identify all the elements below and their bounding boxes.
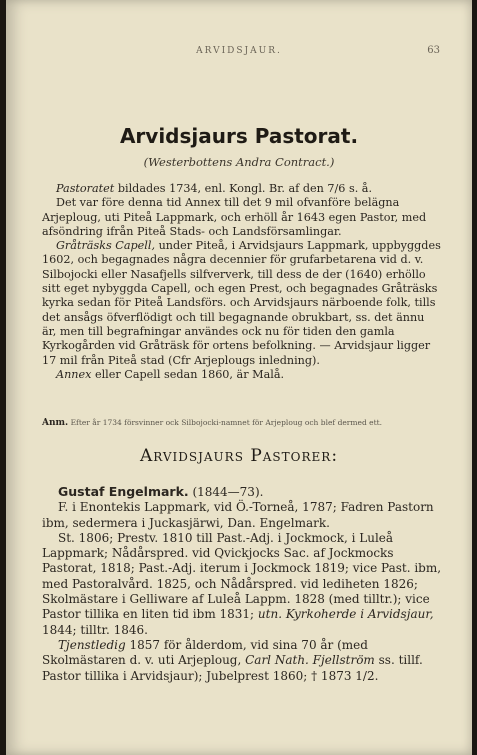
paragraph-4-lead: Annex [56, 367, 92, 381]
footnote [42, 418, 442, 428]
entry-paragraph-3 [42, 638, 442, 684]
entry-paragraph-1: F. i Enontekis Lappmark, vid Ö.-Torneå, 1787; Fadren Pastorn ibm, sedermera i Juckasjärwi, Dan. Engelmark. [42, 500, 434, 530]
section-title [6, 446, 472, 466]
paragraph-2 [42, 196, 442, 239]
page-title: Arvidsjaurs Pastorat. [119, 124, 359, 148]
entry-paragraph-2 [42, 531, 442, 638]
footnote-label: Anm. [42, 418, 69, 428]
footnote-text: Efter år 1734 försvinner ock Silbojocki-namnet för Arjeploug och blef dermed ett. [70, 418, 382, 427]
entry-paragraph-3-text-b: ss. tillf. Pastor tillika i Arvidsjaur); Jubelprest 1860; † 1873 1/2. [42, 653, 423, 683]
entry-paragraph-3-text-a: 1857 för ålderdom, vid sina 70 år (med Skolmästaren d. v. uti Arjeploug, [42, 637, 368, 668]
entry-paragraph-3-em: Carl Nath. Fjellström [241, 653, 375, 668]
paragraph-1-lead: Pastoratet [56, 182, 115, 195]
entry-paragraph-2-text: St. 1806; Prestv. 1810 till Past.-Adj. i Jockmock, i Luleå Lappmark; Nådårspred. vid Qvickjocks Sac. af Jockmocks Pastorat, 1818; Past.-Adj. iterum i Jockmock 1819; vice Past. ibm, med Pastoralvård. 1825, och Nådårspred. vid lediheten 1826; Skolmästare i Gelliware af Luleå Lappm. 1828 (med tilltr.); vice Pastor tillika en liten tid ibm 1831; [42, 530, 442, 622]
running-head: ARVIDSJAUR. [196, 46, 282, 56]
section-title-text: Arvidsjaurs Pastorer: [139, 446, 339, 466]
entry-name: Gustaf Engelmark. [58, 484, 189, 499]
paragraph-2-text: Det var före denna tid Annex till det 9 mil ofvanföre belägna Arjeploug, uti Piteå Lappmark, och erhöll år 1643 egen Pastor, med afsöndring ifrån Piteå Stads- och Landsförsamlingar. [42, 196, 427, 238]
entry-paragraph-2-em: utn. Kyrkoherde i Arvidsjaur, [254, 607, 434, 622]
page-subtitle: (Westerbottens Andra Contract.) [143, 155, 335, 169]
paragraph-4 [42, 368, 442, 382]
entry-paragraph-3-lead: Tjenstledig [58, 637, 126, 652]
body-text [42, 182, 442, 382]
paragraph-4-text: eller Capell sedan 1860, är Malå. [91, 367, 285, 381]
page-number: 63 [427, 45, 440, 56]
entry-heading [42, 484, 442, 500]
pastor-entry [42, 484, 442, 684]
entry-paragraph-2-end: 1844; tilltr. 1846. [42, 622, 148, 637]
paragraph-3 [42, 239, 442, 368]
paragraph-3-text: under Piteå, i Arvidsjaurs Lappmark, uppbyggdes 1602, och begagnades några decennier för grufarbetarena vid d. v. Silbojocki eller Nasafjells silfververk, till dess de der (1640) erhöllo sitt eget nybyggda Capell, och egen Prest, och begagnades Gråträsks kyrka sedan för Piteå Landsförs. och Arvidsjaurs närboende folk, tills det ansågs öfverflödigt och till begagnande obrukbart, ss. det ännu är, men till begrafningar användes ock nu för tiden den gamla Kyrkogården vid Gråträsk för ortens befolkning. — Arvidsjaur ligger 17 mil från Piteå stad (Cfr Arjeplougs inledning). [42, 239, 441, 367]
paragraph-1-text: bildades 1734, enl. Kongl. Br. af den 7/6 s. å. [114, 182, 373, 195]
paragraph-3-lead: Gråträsks Capell, [56, 239, 156, 253]
book-page [6, 0, 472, 755]
paragraph-1 [42, 182, 442, 196]
entry-years: (1844—73). [188, 485, 264, 499]
